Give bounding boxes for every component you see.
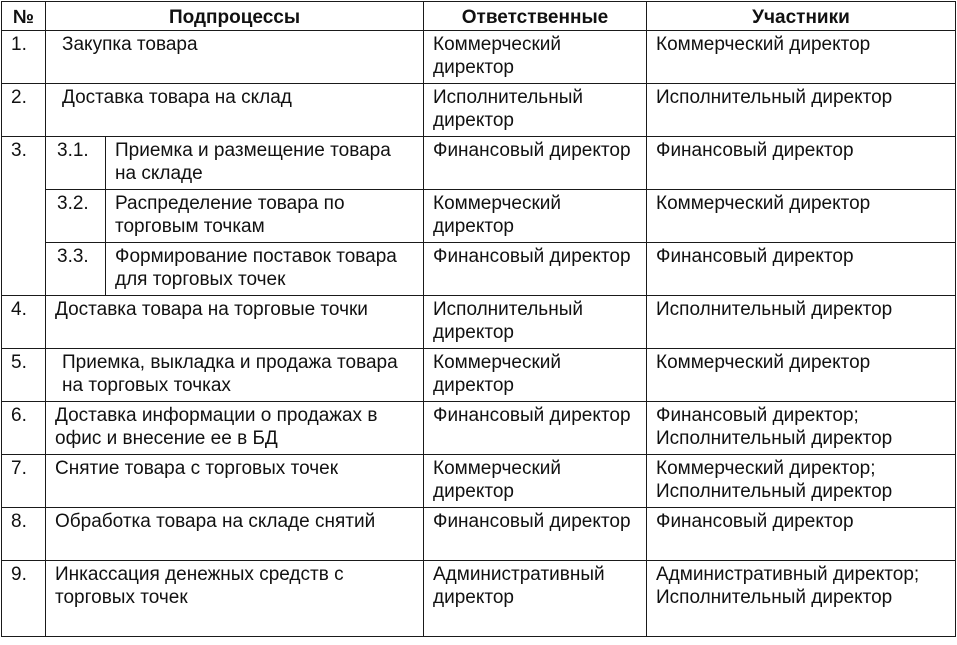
subrow-number: 3.2. [46,190,106,243]
row-number: 1. [2,31,46,84]
responsible-cell: Исполнительный директор [424,84,647,137]
subprocess-name: Закупка товара [46,31,424,84]
participants-cell: Финансовый директор [647,243,956,296]
responsible-cell: Коммерческий директор [424,455,647,508]
responsible-cell: Финансовый директор [424,243,647,296]
row-number: 6. [2,402,46,455]
responsible-cell: Административный директор [424,561,647,637]
participants-cell: Финансовый директор [647,508,956,561]
participants-cell: Коммерческий директор [647,190,956,243]
responsible-cell: Финансовый директор [424,137,647,190]
row-number: 9. [2,561,46,637]
table-row [2,84,956,137]
subprocess-name: Доставка информации о продажах в офис и внесение ее в БД [46,402,424,455]
participants-cell: Коммерческий директор [647,349,956,402]
responsible-cell: Коммерческий директор [424,349,647,402]
header-participants: Участники [647,2,956,31]
table-row [2,455,956,508]
table-row [2,137,956,190]
participants-cell: Коммерческий директор; Исполнительный директор [647,455,956,508]
responsible-cell: Финансовый директор [424,508,647,561]
row-number: 5. [2,349,46,402]
table-row [2,243,956,296]
subprocess-name: Распределение товара по торговым точкам [106,190,424,243]
participants-cell: Финансовый директор; Исполнительный директор [647,402,956,455]
row-number: 8. [2,508,46,561]
responsible-cell: Коммерческий директор [424,31,647,84]
row-number: 7. [2,455,46,508]
participants-cell: Административный директор; Исполнительный директор [647,561,956,637]
header-num: № [2,2,46,31]
header-subprocess: Подпроцессы [46,2,424,31]
row-number: 4. [2,296,46,349]
table-row [2,402,956,455]
table-row [2,31,956,84]
table-row [2,508,956,561]
table-row [2,561,956,637]
participants-cell: Коммерческий директор [647,31,956,84]
subprocess-name: Доставка товара на склад [46,84,424,137]
subrow-number: 3.3. [46,243,106,296]
subprocess-name: Формирование поставок товара для торговых точек [106,243,424,296]
header-responsible: Ответственные [424,2,647,31]
subprocess-name: Инкассация денежных средств с торговых точек [46,561,424,637]
participants-cell: Финансовый директор [647,137,956,190]
subprocess-name: Приемка и размещение товара на складе [106,137,424,190]
responsible-cell: Исполнительный директор [424,296,647,349]
header-row [2,2,956,31]
row-number: 2. [2,84,46,137]
table-row [2,296,956,349]
participants-cell: Исполнительный директор [647,296,956,349]
subprocess-name: Снятие товара с торговых точек [46,455,424,508]
subprocess-name: Обработка товара на складе снятий [46,508,424,561]
row-number: 3. [2,137,46,296]
subprocess-table [1,1,956,637]
participants-cell: Исполнительный директор [647,84,956,137]
subprocess-name: Приемка, выкладка и продажа товара на торговых точках [46,349,424,402]
table-row [2,190,956,243]
responsible-cell: Коммерческий директор [424,190,647,243]
subrow-number: 3.1. [46,137,106,190]
responsible-cell: Финансовый директор [424,402,647,455]
subprocess-name: Доставка товара на торговые точки [46,296,424,349]
table-row [2,349,956,402]
